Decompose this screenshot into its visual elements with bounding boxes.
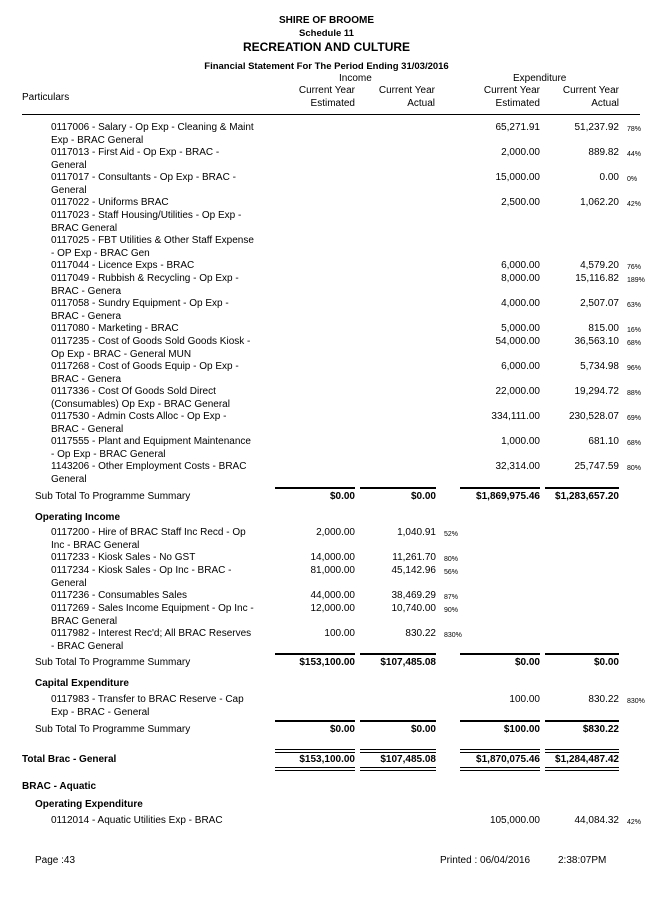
income-actual-header-1: Current Year bbox=[378, 85, 435, 96]
row-percent: 189% bbox=[627, 277, 645, 284]
total-underline-inc-est bbox=[275, 767, 355, 771]
aquatic-row-pct: 42% bbox=[627, 819, 642, 826]
total-underline-inc-act bbox=[360, 767, 436, 771]
expenditure-actual-header-2: Actual bbox=[591, 98, 619, 109]
row-particulars: 0117006 - Salary - Op Exp - Cleaning & Maint Exp - BRAC General bbox=[51, 122, 254, 146]
row-particulars: 0117080 - Marketing - BRAC bbox=[51, 323, 179, 334]
row-percent: 44% bbox=[627, 151, 642, 158]
page-number: Page :43 bbox=[35, 855, 76, 866]
subtotal3-rule-exp-est bbox=[460, 720, 540, 722]
subtotal3-label: Sub Total To Programme Summary bbox=[35, 724, 191, 735]
row-percent: 68% bbox=[627, 340, 642, 347]
row-particulars: 0117555 - Plant and Equipment Maintenance - Op Exp - BRAC General bbox=[51, 436, 251, 460]
subtotal2-exp-est: $0.00 bbox=[514, 657, 540, 668]
row-percent: 76% bbox=[627, 264, 642, 271]
subtotal2-rule-exp-est bbox=[460, 653, 540, 655]
row-exp-actual: 19,294.72 bbox=[574, 386, 619, 397]
total-rule-inc-est bbox=[275, 749, 355, 753]
row-exp-estimated: 4,000.00 bbox=[501, 298, 540, 309]
total-exp-est: $1,870,075.46 bbox=[476, 754, 540, 765]
total-underline-exp-act bbox=[545, 767, 619, 771]
expenditure-actual-header-1: Current Year bbox=[562, 85, 619, 96]
row-particulars: 1143206 - Other Employment Costs - BRAC General bbox=[51, 461, 247, 485]
row-particulars: 0117017 - Consultants - Op Exp - BRAC - General bbox=[51, 172, 236, 196]
row-exp-estimated: 22,000.00 bbox=[495, 386, 540, 397]
row-inc-estimated: 14,000.00 bbox=[310, 552, 355, 563]
total-rule-inc-act bbox=[360, 749, 436, 753]
aquatic-row-act: 44,084.32 bbox=[574, 815, 619, 826]
expenditure-estimated-header-1: Current Year bbox=[483, 85, 540, 96]
operating-income-heading: Operating Income bbox=[35, 512, 121, 523]
row-exp-estimated: 15,000.00 bbox=[495, 172, 540, 183]
row-inc-actual: 830.22 bbox=[405, 628, 436, 639]
row-exp-actual: 815.00 bbox=[588, 323, 619, 334]
total-rule-exp-act bbox=[545, 749, 619, 753]
subtotal1-inc-act: $0.00 bbox=[410, 491, 436, 502]
row-percent: 80% bbox=[444, 556, 459, 563]
subtotal2-rule-inc-est bbox=[275, 653, 355, 655]
row-percent: 87% bbox=[444, 594, 459, 601]
row-particulars: 0117236 - Consumables Sales bbox=[51, 590, 188, 601]
row-particulars: 0117022 - Uniforms BRAC bbox=[51, 197, 169, 208]
row-particulars: 0117982 - Interest Rec'd; All BRAC Reserves - BRAC General bbox=[51, 628, 252, 652]
expenditure-group-header: Expenditure bbox=[513, 73, 567, 84]
subtotal3-rule-exp-act bbox=[545, 720, 619, 722]
row-inc-actual: 38,469.29 bbox=[391, 590, 436, 601]
row-particulars: 0117049 - Rubbish & Recycling - Op Exp - BRAC - Genera bbox=[51, 273, 239, 297]
subtotal1-exp-est: $1,869,975.46 bbox=[476, 491, 540, 502]
capital-row-est: 100.00 bbox=[509, 694, 540, 705]
subtotal2-label: Sub Total To Programme Summary bbox=[35, 657, 191, 668]
capital-expenditure-heading: Capital Expenditure bbox=[35, 678, 129, 689]
income-actual-header-2: Actual bbox=[407, 98, 435, 109]
row-exp-actual: 681.10 bbox=[588, 436, 619, 447]
row-particulars: 0117044 - Licence Exps - BRAC bbox=[51, 260, 195, 271]
particulars-header: Particulars bbox=[22, 92, 70, 103]
row-exp-actual: 5,734.98 bbox=[580, 361, 619, 372]
row-particulars: 0117013 - First Aid - Op Exp - BRAC - General bbox=[51, 147, 220, 171]
row-exp-actual: 230,528.07 bbox=[568, 411, 619, 422]
subtotal3-inc-act: $0.00 bbox=[410, 724, 436, 735]
row-exp-estimated: 2,500.00 bbox=[501, 197, 540, 208]
aquatic-row-est: 105,000.00 bbox=[489, 815, 540, 826]
total-inc-est: $153,100.00 bbox=[299, 754, 355, 765]
row-particulars: 0117025 - FBT Utilities & Other Staff Expense - OP Exp - BRAC Gen bbox=[51, 235, 254, 259]
row-inc-actual: 11,261.70 bbox=[392, 552, 436, 563]
row-particulars: 0117268 - Cost of Goods Equip - Op Exp - BRAC - Genera bbox=[51, 361, 239, 385]
row-percent: 69% bbox=[627, 415, 642, 422]
row-particulars: 0117233 - Kiosk Sales - No GST bbox=[51, 552, 196, 563]
printed-time: 2:38:07PM bbox=[558, 855, 607, 866]
row-exp-estimated: 8,000.00 bbox=[501, 273, 540, 284]
row-inc-actual: 45,142.96 bbox=[391, 565, 436, 576]
row-exp-estimated: 5,000.00 bbox=[501, 323, 540, 334]
capital-row-act: 830.22 bbox=[588, 694, 619, 705]
aquatic-row-label: 0112014 - Aquatic Utilities Exp - BRAC bbox=[51, 815, 223, 826]
row-percent: 88% bbox=[627, 390, 642, 397]
subtotal3-exp-est: $100.00 bbox=[503, 724, 540, 735]
row-exp-actual: 4,579.20 bbox=[580, 260, 619, 271]
row-particulars: 0117235 - Cost of Goods Sold Goods Kiosk - Op Exp - BRAC - General MUN bbox=[51, 336, 251, 360]
row-exp-actual: 36,563.10 bbox=[574, 336, 619, 347]
income-group-header: Income bbox=[339, 73, 372, 84]
income-estimated-header-1: Current Year bbox=[298, 85, 355, 96]
row-percent: 63% bbox=[627, 302, 642, 309]
row-inc-estimated: 2,000.00 bbox=[316, 527, 355, 538]
row-exp-estimated: 65,271.91 bbox=[495, 122, 540, 133]
subtotal1-inc-est: $0.00 bbox=[329, 491, 355, 502]
row-inc-actual: 10,740.00 bbox=[391, 603, 436, 614]
row-percent: 42% bbox=[627, 201, 642, 208]
row-particulars: 0117234 - Kiosk Sales - Op Inc - BRAC - General bbox=[51, 565, 232, 589]
row-exp-estimated: 6,000.00 bbox=[501, 361, 540, 372]
row-exp-estimated: 32,314.00 bbox=[495, 461, 540, 472]
aquatic-subheading: Operating Expenditure bbox=[35, 799, 143, 810]
total-underline-exp-est bbox=[460, 767, 540, 771]
schedule-number: Schedule 11 bbox=[299, 28, 354, 39]
subtotal2-inc-act: $107,485.08 bbox=[380, 657, 436, 668]
row-exp-estimated: 2,000.00 bbox=[501, 147, 540, 158]
total-exp-act: $1,284,487.42 bbox=[555, 754, 619, 765]
subtotal3-inc-est: $0.00 bbox=[329, 724, 355, 735]
subtotal1-rule-exp-act bbox=[545, 487, 619, 489]
row-exp-actual: 2,507.07 bbox=[580, 298, 619, 309]
org-name: SHIRE OF BROOME bbox=[278, 15, 374, 26]
row-exp-estimated: 334,111.00 bbox=[491, 411, 540, 422]
subtotal1-label: Sub Total To Programme Summary bbox=[35, 491, 191, 502]
row-percent: 80% bbox=[627, 465, 642, 472]
subtotal1-rule-inc-est bbox=[275, 487, 355, 489]
subtotal1-rule-inc-act bbox=[360, 487, 436, 489]
aquatic-heading: BRAC - Aquatic bbox=[22, 781, 97, 792]
row-inc-actual: 1,040.91 bbox=[397, 527, 436, 538]
subtotal2-inc-est: $153,100.00 bbox=[299, 657, 355, 668]
row-percent: 78% bbox=[627, 126, 642, 133]
row-percent: 830% bbox=[444, 632, 462, 639]
capital-row-label: 0117983 - Transfer to BRAC Reserve - Cap Exp - BRAC - General bbox=[51, 694, 244, 718]
capital-row-pct: 830% bbox=[627, 698, 645, 705]
row-particulars: 0117336 - Cost Of Goods Sold Direct (Consumables) Op Exp - BRAC General bbox=[51, 386, 230, 410]
report-title: RECREATION AND CULTURE bbox=[242, 40, 411, 54]
subtotal2-rule-inc-act bbox=[360, 653, 436, 655]
expenditure-estimated-header-2: Estimated bbox=[495, 98, 540, 109]
row-exp-actual: 51,237.92 bbox=[574, 122, 619, 133]
row-exp-estimated: 54,000.00 bbox=[495, 336, 540, 347]
row-exp-actual: 15,116.82 bbox=[575, 273, 619, 284]
subtotal2-rule-exp-act bbox=[545, 653, 619, 655]
row-exp-estimated: 6,000.00 bbox=[501, 260, 540, 271]
subtotal3-rule-inc-act bbox=[360, 720, 436, 722]
row-inc-estimated: 81,000.00 bbox=[310, 565, 355, 576]
row-percent: 0% bbox=[627, 176, 638, 183]
header-rule bbox=[22, 114, 640, 115]
row-percent: 56% bbox=[444, 569, 459, 576]
row-particulars: 0117200 - Hire of BRAC Staff Inc Recd - Op Inc - BRAC General bbox=[51, 527, 246, 551]
row-exp-actual: 0.00 bbox=[599, 172, 619, 183]
total-rule-exp-est bbox=[460, 749, 540, 753]
row-percent: 16% bbox=[627, 327, 642, 334]
subtotal3-exp-act: $830.22 bbox=[582, 724, 619, 735]
row-particulars: 0117269 - Sales Income Equipment - Op Inc - BRAC General bbox=[51, 603, 254, 627]
row-particulars: 0117058 - Sundry Equipment - Op Exp - BRAC - Genera bbox=[51, 298, 229, 322]
row-exp-actual: 25,747.59 bbox=[574, 461, 619, 472]
row-exp-actual: 1,062.20 bbox=[580, 197, 619, 208]
row-percent: 68% bbox=[627, 440, 642, 447]
report-subtitle: Financial Statement For The Period Ending 31/03/2016 bbox=[204, 61, 449, 72]
row-percent: 96% bbox=[627, 365, 642, 372]
row-particulars: 0117530 - Admin Costs Alloc - Op Exp - BRAC - General bbox=[51, 411, 227, 435]
printed-date: Printed : 06/04/2016 bbox=[440, 855, 531, 866]
row-percent: 90% bbox=[444, 607, 459, 614]
row-percent: 52% bbox=[444, 531, 459, 538]
row-exp-estimated: 1,000.00 bbox=[501, 436, 540, 447]
subtotal1-rule-exp-est bbox=[460, 487, 540, 489]
subtotal3-rule-inc-est bbox=[275, 720, 355, 722]
row-inc-estimated: 44,000.00 bbox=[310, 590, 355, 601]
total-inc-act: $107,485.08 bbox=[380, 754, 436, 765]
row-exp-actual: 889.82 bbox=[588, 147, 619, 158]
row-particulars: 0117023 - Staff Housing/Utilities - Op Exp - BRAC General bbox=[51, 210, 242, 234]
row-inc-estimated: 12,000.00 bbox=[310, 603, 355, 614]
total-label: Total Brac - General bbox=[22, 754, 117, 765]
subtotal2-exp-act: $0.00 bbox=[593, 657, 619, 668]
income-estimated-header-2: Estimated bbox=[310, 98, 355, 109]
subtotal1-exp-act: $1,283,657.20 bbox=[555, 491, 619, 502]
row-inc-estimated: 100.00 bbox=[324, 628, 355, 639]
